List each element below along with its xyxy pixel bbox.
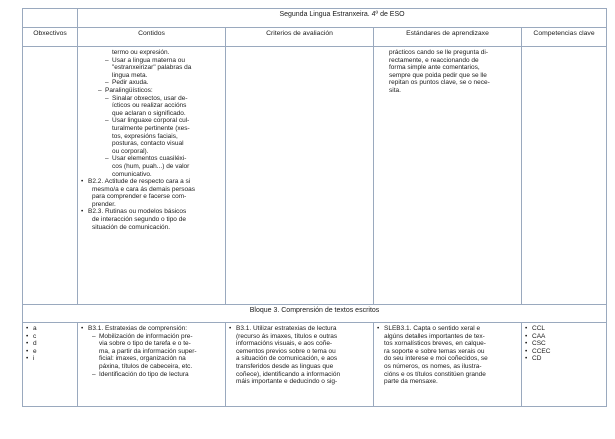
competencia-item: • CCEC xyxy=(525,348,603,356)
block3-criterios-cell xyxy=(226,323,374,407)
block2-estandares-line: repitan os puntos clave, se o nece- xyxy=(389,79,490,87)
competencia-item: • CAA xyxy=(525,333,603,341)
obxectivo-item: • d xyxy=(26,340,74,348)
block3-criterios-line: (recurso ás imaxes, títulos e outras xyxy=(236,332,338,340)
competencia-item: • CCL xyxy=(525,325,603,333)
block2-estandares-line: prácticos cando se lle pregunta di- xyxy=(389,49,489,56)
block2-contidos-line: • B2.3. Rutinas ou modelos básicos xyxy=(81,208,222,216)
block2-contidos-line: – Paralingüísticos: xyxy=(74,87,222,95)
block3-criterios-line: transferidos desde as linguas que xyxy=(236,362,334,370)
block3-criterios-line: coñece), identificando a información xyxy=(236,370,341,378)
block3-competencias-list xyxy=(525,325,603,363)
block3-contidos-list xyxy=(81,325,222,378)
competencia-item: • CD xyxy=(525,355,603,363)
header-criterios: Criterios de avaliación xyxy=(226,28,374,47)
block2-criterios-cell xyxy=(226,47,374,305)
block3-estandares-line: cións e os títulos constitúen grande xyxy=(384,370,486,378)
curriculum-table xyxy=(22,8,607,407)
block3-estandares-line: os números, os nomes, as ilustra- xyxy=(384,362,482,370)
block2-contidos-line: posturas, contacto visual xyxy=(112,140,184,148)
block2-contidos-line: – Usar a lingua materna ou xyxy=(81,57,222,65)
block2-contidos-line: • B2.2. Actitude de respecto cara a si xyxy=(81,178,222,186)
block3-obxectivos-list xyxy=(26,325,74,363)
block3-estandares-list xyxy=(377,325,518,386)
block3-contidos-line: – Mobilización de información pre- xyxy=(88,333,222,341)
block2-contidos-line: tos, expresións faciais, xyxy=(112,132,178,140)
block2-row xyxy=(23,47,607,305)
block3-contidos-line: ma, a partir da información super- xyxy=(99,347,197,355)
block3-contidos-line: via sobre o tipo de tarefa e o te- xyxy=(99,340,191,348)
block2-contidos-line: para comprender e facerse com- xyxy=(92,193,187,201)
block2-contidos-line: de interacción segundo o tipo de xyxy=(92,216,186,224)
block3-criterios-line: informacións visuais, e aos coñe- xyxy=(236,340,333,348)
title-corner-cell xyxy=(23,9,78,28)
block3-title: Bloque 3. Comprensión de textos escritos xyxy=(23,305,607,323)
block3-competencias-cell xyxy=(522,323,607,407)
block3-obxectivos-cell xyxy=(23,323,78,407)
block2-contidos-line: que aclaran o significado. xyxy=(112,109,186,117)
block2-contidos-line: "estranxeirizar" palabras da xyxy=(112,64,192,72)
block2-competencias-cell xyxy=(522,47,607,305)
block3-criterios-line: máis importante e deducindo o sig- xyxy=(236,378,338,386)
block2-contidos-line: – Sinalar obxectos, usar de- xyxy=(81,95,222,103)
block2-estandares-line: rectamente, e reaccionando de xyxy=(389,56,479,64)
block2-estandares-text xyxy=(377,49,518,95)
block2-contidos-line: ícticos ou realizar accións xyxy=(112,102,187,110)
block3-contidos-line: • B3.1. Estratexias de comprensión: xyxy=(81,325,222,333)
block3-estandares-line: ra soporte e sobre temas xerais ou xyxy=(384,347,485,355)
block3-estandares-line: tos xornalísticos breves, en calque- xyxy=(384,340,486,348)
table-title-row xyxy=(23,9,607,28)
block3-contidos-cell xyxy=(78,323,226,407)
obxectivo-item: • i xyxy=(26,355,74,363)
block3-estandares-line: • SLEB3.1. Capta o sentido xeral e xyxy=(377,325,518,333)
block3-estandares-cell xyxy=(374,323,522,407)
block3-criterios-line: cementos previos sobre o tema ou xyxy=(236,347,336,355)
block2-contidos-line: prender. xyxy=(92,200,116,208)
block2-contidos-line: cos (hum, puah...) de valor xyxy=(112,162,190,170)
block2-obxectivos-cell xyxy=(23,47,78,305)
block2-contidos-cell xyxy=(78,47,226,305)
header-contidos: Contidos xyxy=(78,28,226,47)
block2-contidos-line: situación de comunicación. xyxy=(92,223,171,231)
block2-estandares-line: sempre que poida pedir que se lle xyxy=(389,71,487,79)
block3-estandares-line: do seu interese e moi coñecidos, se xyxy=(384,355,488,363)
block2-contidos-line: termo ou expresión. xyxy=(112,49,170,56)
block2-contidos-line: – Pedir axuda. xyxy=(81,79,222,87)
block3-title-row xyxy=(23,305,607,323)
block2-estandares-line: forma simple ante comentarios, xyxy=(389,64,480,72)
block3-criterios-line: • B3.1. Utilizar estratexias de lectura xyxy=(229,325,370,333)
header-row xyxy=(23,28,607,47)
block2-contidos-line: mesmo/a e cara ás demais persoas xyxy=(92,185,195,193)
block2-contidos-line: – Usar linguaxe corporal cul- xyxy=(81,117,222,125)
block2-contidos-line: ou corporal). xyxy=(112,147,149,155)
block2-estandares-line: sita. xyxy=(389,86,401,94)
block3-contidos-line: ficial: imaxes, organización na xyxy=(99,355,186,363)
block3-estandares-line: parte da mensaxe. xyxy=(384,378,438,386)
block2-contidos-line: lingua meta. xyxy=(112,71,148,79)
block2-estandares-cell xyxy=(374,47,522,305)
obxectivo-item: • c xyxy=(26,333,74,341)
block3-criterios-line: a situación de comunicación, e aos xyxy=(236,355,338,363)
header-estandares: Estándares de aprendizaxe xyxy=(374,28,522,47)
block3-criterios-list xyxy=(229,325,370,386)
table-title: Segunda Lingua Estranxeira. 4º de ESO xyxy=(78,9,607,28)
block2-contidos-line: – Usar elementos cuasiléxi- xyxy=(81,155,222,163)
obxectivo-item: • e xyxy=(26,348,74,356)
block3-contidos-line: páxina, títulos de cabeceira, etc. xyxy=(99,362,193,370)
block3-row xyxy=(23,323,607,407)
block2-contidos-line: turalmente pertinente (xes- xyxy=(112,124,190,132)
obxectivo-item: • a xyxy=(26,325,74,333)
header-competencias: Competencias clave xyxy=(522,28,607,47)
block3-estandares-line: algúns detalles importantes de tex- xyxy=(384,332,485,340)
block2-contidos-list xyxy=(81,49,222,231)
block3-contidos-line: – Identificación do tipo de lectura xyxy=(88,371,222,379)
header-obxectivos: Obxectivos xyxy=(23,28,78,47)
block2-contidos-line: comunicativo. xyxy=(112,170,152,178)
competencia-item: • CSC xyxy=(525,340,603,348)
